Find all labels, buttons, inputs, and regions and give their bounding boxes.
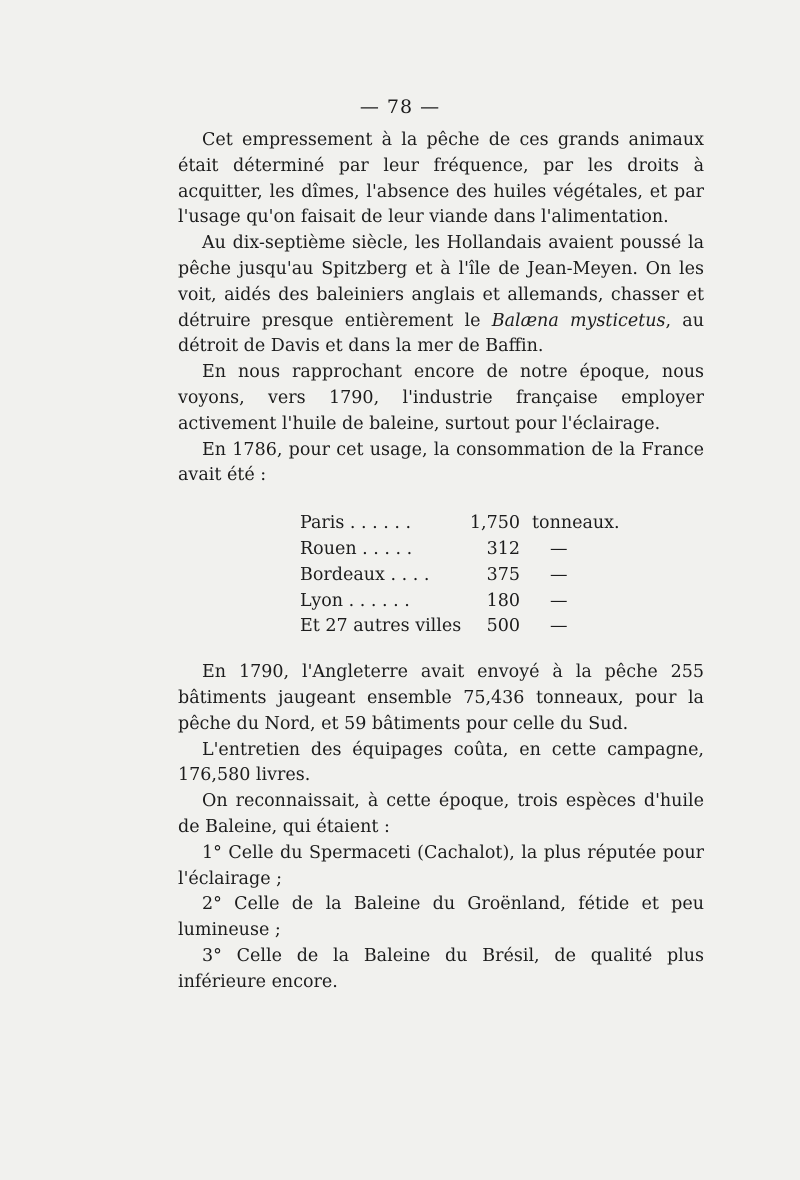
page-number: — 78 —	[359, 96, 441, 118]
paragraph-dutch-whaling	[178, 231, 704, 360]
table-quantity: 500	[486, 616, 520, 637]
table-row	[300, 563, 630, 589]
table-row	[300, 511, 630, 537]
table-row	[300, 614, 630, 640]
paragraph-crew-cost: L'entretien des équipages coûta, en cette campagne, 176,580 livres.	[178, 739, 704, 786]
table-quantity: 180	[486, 590, 520, 611]
paragraph-dutch-whaling-start: Au dix-septième siècle, les Hollandais avaient poussé la pêche jusqu'au Spitzberg et à l'île de Jean-Meyen. On les voit, aidés des baleiniers anglais et allemands, chasser et détruire presque entièrement le	[178, 233, 704, 331]
table-unit: tonneaux.	[532, 513, 620, 534]
paragraph-oil-species-1: 1° Celle du Spermaceti (Cachalot), la plus réputée pour l'éclairage ;	[178, 842, 704, 889]
table-city: Bordeaux . . . .	[300, 564, 430, 585]
paragraph-hunting-motives: Cet empressement à la pêche de ces grands animaux était déterminé par leur fréquence, par les droits à acquitter, les dîmes, l'absence des huiles végétales, et par l'usage qu'on faisait de leur viande dans l'alimentation.	[178, 130, 704, 228]
table-unit: —	[550, 590, 568, 611]
table-quantity: 375	[486, 564, 520, 585]
paragraph-oil-species-3: 3° Celle de la Baleine du Brésil, de qualité plus inférieure encore.	[178, 945, 704, 992]
paragraph-oil-species-2: 2° Celle de la Baleine du Groënland, fétide et peu lumineuse ;	[178, 894, 704, 941]
table-city: Rouen . . . . .	[300, 538, 413, 559]
table-row	[300, 537, 630, 563]
table-row	[300, 589, 630, 615]
table-quantity: 1,750	[469, 513, 520, 534]
paragraph-dutch-whaling-end: , au détroit de Davis et dans la mer de Baffin.	[178, 310, 704, 357]
table-unit: —	[550, 616, 568, 637]
consumption-table	[300, 511, 630, 640]
table-unit: —	[550, 538, 568, 559]
table-city: Lyon . . . . . .	[300, 590, 410, 611]
body-text	[178, 128, 704, 996]
paragraph-french-industry: En nous rapprochant encore de notre époque, nous voyons, vers 1790, l'industrie française employer activement l'huile de baleine, surtout pour l'éclairage.	[178, 362, 704, 434]
scientific-name: Balæna mysticetus	[491, 310, 666, 331]
paragraph-consumption-intro: En 1786, pour cet usage, la consommation de la France avait été :	[178, 439, 704, 486]
table-city: Et 27 autres villes	[300, 616, 462, 637]
paragraph-oil-species-intro: On reconnaissait, à cette époque, trois espèces d'huile de Baleine, qui étaient :	[178, 791, 704, 837]
table-quantity: 312	[486, 538, 520, 559]
paragraph-england-fleet: En 1790, l'Angleterre avait envoyé à la pêche 255 bâtiments jaugeant ensemble 75,436 tonneaux, pour la pêche du Nord, et 59 bâtiments pour celle du Sud.	[178, 662, 704, 734]
table-city: Paris . . . . . .	[300, 513, 412, 534]
table-unit: —	[550, 564, 568, 585]
